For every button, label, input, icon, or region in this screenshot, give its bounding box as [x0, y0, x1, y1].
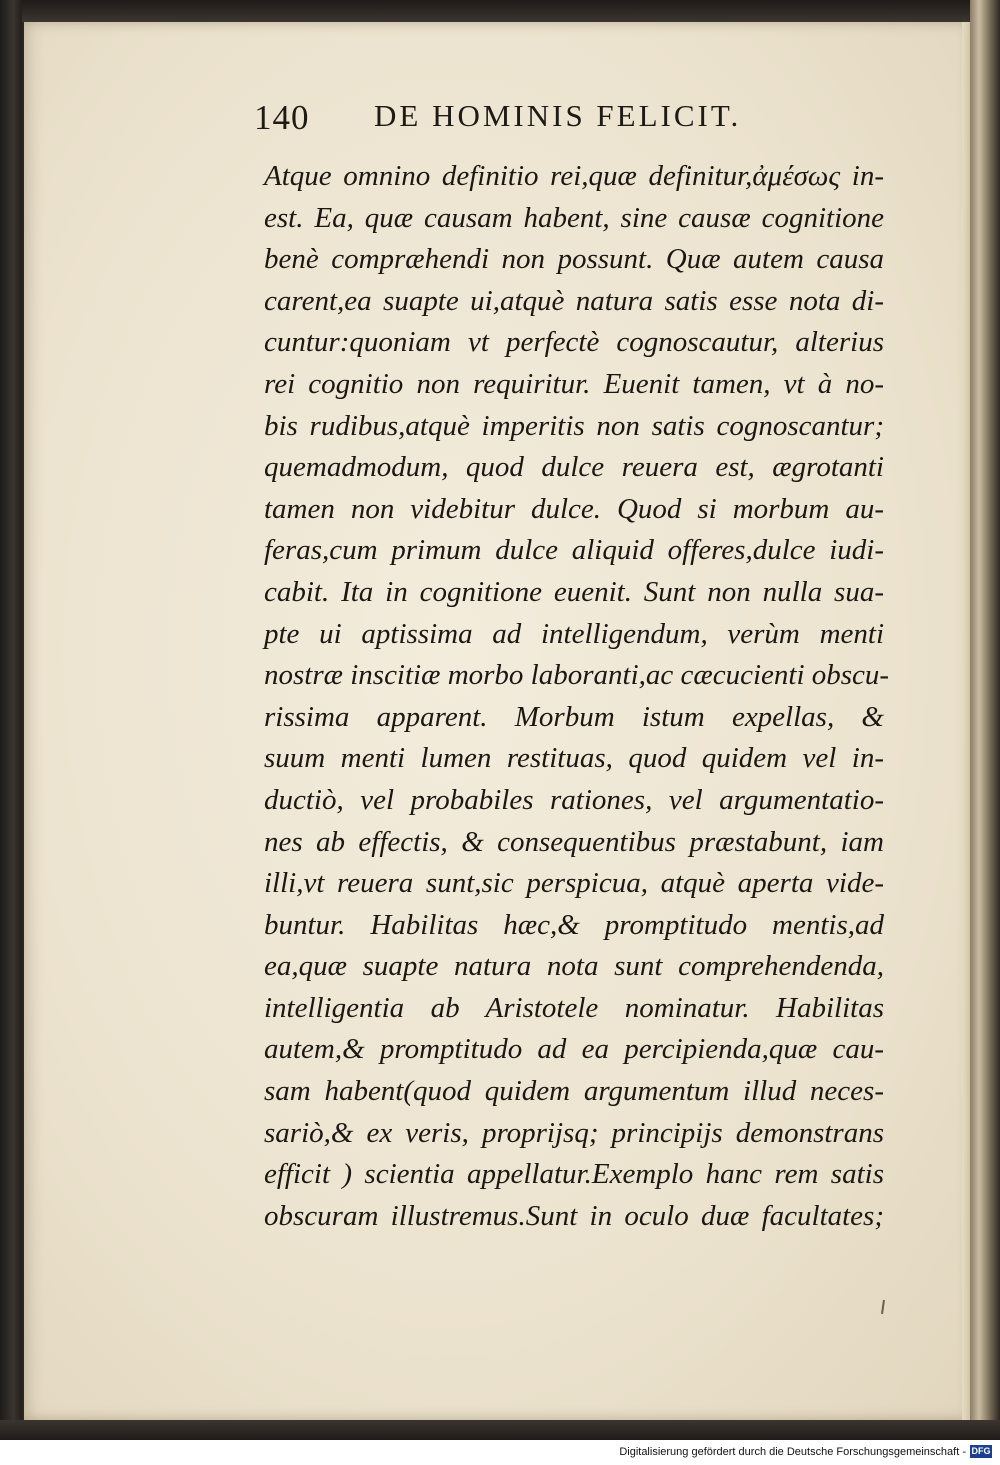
binding-top [0, 0, 1000, 22]
text-line: intelligentia ab Aristotele nominatur. Habilitas [264, 991, 884, 1024]
text-line: est. Ea, quæ causam habent, sine causæ cognitione [264, 201, 884, 234]
text-line: quemadmodum, quod dulce reuera est, ægrotanti [264, 451, 884, 484]
text-line: bis rudibus,atquè imperitis non satis cognoscantur; [264, 409, 884, 442]
text-line: autem,& promptitudo ad ea percipienda,quæ cau- [264, 1033, 884, 1066]
text-line: nostræ inscitiæ morbo laboranti,ac cæcucienti obscu- [264, 659, 890, 692]
text-line: pte ui aptissima ad intelligendum, verùm menti [264, 617, 884, 650]
page-number: 140 [254, 98, 310, 137]
text-line: sariò,& ex veris, proprijsq; principijs demonstrans [264, 1116, 884, 1149]
binding-bottom [0, 1420, 1000, 1440]
text-line: suum menti lumen restituas, quod quidem vel in- [264, 742, 884, 775]
footer-bar [0, 1440, 1000, 1465]
text-line: buntur. Habilitas hæc,& promptitudo mentis,ad [264, 908, 884, 941]
running-head: DE HOMINIS FELICIT. [374, 98, 742, 133]
funding-credit: Digitalisierung gefördert durch die Deutsche Forschungsgemeinschaft - [619, 1446, 966, 1458]
text-line: cabit. Ita in cognitione euenit. Sunt non nulla sua- [264, 575, 884, 608]
binding-right [970, 0, 1000, 1440]
text-line: obscuram illustremus.Sunt in oculo duæ facultates; [264, 1199, 884, 1232]
body-text [264, 156, 890, 1237]
text-line: rissima apparent. Morbum istum expellas, & [264, 700, 884, 733]
text-line: benè compræhendi non possunt. Quæ autem causa [264, 243, 884, 276]
text-line: illi,vt reuera sunt,sic perspicua, atquè aperta vide- [264, 867, 884, 900]
text-line: carent,ea suapte ui,atquè natura satis esse nota di- [264, 284, 884, 317]
text-line: sam habent(quod quidem argumentum illud neces- [264, 1075, 884, 1108]
text-line: Atque omnino definitio rei,quæ definitur,ἀμέσως in- [264, 160, 884, 192]
text-line: ea,quæ suapte natura nota sunt comprehendenda, [264, 950, 884, 983]
page-edge [962, 22, 970, 1420]
text-line: efficit ) scientia appellatur.Exemplo hanc rem satis [264, 1158, 884, 1191]
dfg-logo-icon: DFG [971, 1446, 991, 1456]
text-line: ductiò, vel probabiles rationes, vel argumentatio- [264, 783, 884, 816]
text-line: cuntur:quoniam vt perfectè cognoscautur, alterius [264, 326, 884, 359]
text-line: tamen non videbitur dulce. Quod si morbum au- [264, 492, 884, 525]
binding-left [0, 0, 22, 1440]
text-line: feras,cum primum dulce aliquid offeres,dulce iudi- [264, 534, 884, 567]
page-header [254, 90, 874, 150]
text-line: nes ab effectis, & consequentibus præstabunt, iam [264, 825, 884, 858]
text-line: rei cognitio non requiritur. Euenit tamen, vt à no- [264, 367, 884, 400]
